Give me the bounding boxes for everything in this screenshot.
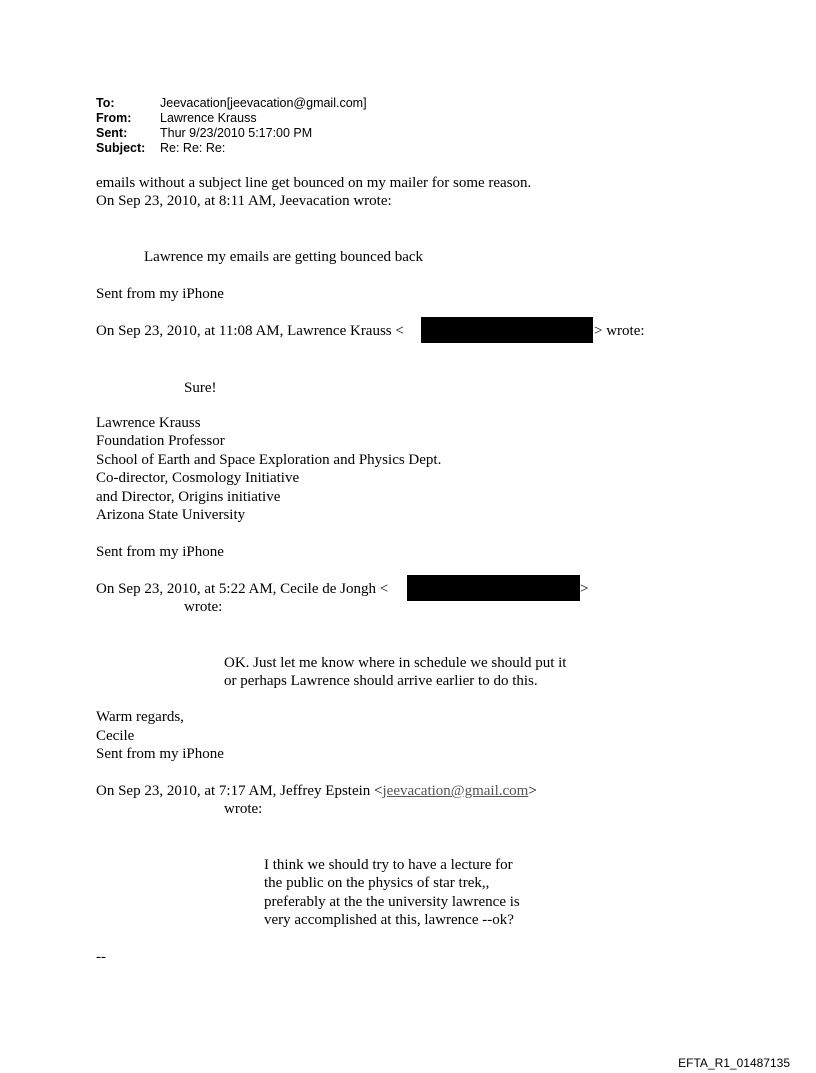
attribution-krauss-text: On Sep 23, 2010, at 11:08 AM, Lawrence Krauss < bbox=[96, 323, 404, 339]
from-label: From: bbox=[96, 111, 132, 125]
cecile-message-line: OK. Just let me know where in schedule we should put it bbox=[224, 655, 567, 671]
signature-line: Arizona State University bbox=[96, 507, 246, 523]
header-from-row bbox=[96, 111, 367, 126]
epstein-message-line: preferably at the the university lawrence is bbox=[264, 894, 520, 910]
header-sent-row bbox=[96, 126, 367, 141]
attribution-krauss-wrote: > wrote: bbox=[594, 323, 645, 339]
closing-line: Warm regards, bbox=[96, 709, 184, 725]
document-id: EFTA_R1_01487135 bbox=[678, 1056, 790, 1070]
attribution-epstein-text: On Sep 23, 2010, at 7:17 AM, Jeffrey Epstein < bbox=[96, 783, 383, 799]
closing-line: Sent from my iPhone bbox=[96, 746, 224, 762]
signature-line: Lawrence Krauss bbox=[96, 415, 201, 431]
epstein-message-line: the public on the physics of star trek,, bbox=[264, 875, 490, 891]
quote-bounced: Lawrence my emails are getting bounced back bbox=[144, 249, 424, 265]
sent-label: Sent: bbox=[96, 126, 128, 140]
attribution-krauss bbox=[96, 322, 404, 340]
to-label: To: bbox=[96, 96, 115, 110]
attribution-epstein bbox=[96, 782, 537, 800]
signature-line: School of Earth and Space Exploration and Physics Dept. bbox=[96, 452, 442, 468]
from-value: Lawrence Krauss bbox=[160, 111, 257, 125]
attribution-cecile-wrote: wrote: bbox=[184, 599, 223, 615]
closing-line: Cecile bbox=[96, 728, 135, 744]
cecile-message-line: or perhaps Lawrence should arrive earlier to do this. bbox=[224, 673, 538, 689]
attribution-epstein-bracket: > bbox=[528, 783, 537, 799]
header-to-row bbox=[96, 96, 367, 111]
epstein-message-line: very accomplished at this, lawrence --ok? bbox=[264, 912, 514, 928]
subject-label: Subject: bbox=[96, 141, 146, 155]
redaction-box-1 bbox=[421, 317, 593, 343]
to-value: Jeevacation[jeevacation@gmail.com] bbox=[160, 96, 367, 110]
redaction-box-2 bbox=[407, 575, 580, 601]
epstein-email-link[interactable]: jeevacation@gmail.com bbox=[382, 783, 529, 799]
sent-value: Thur 9/23/2010 5:17:00 PM bbox=[160, 126, 313, 140]
sure-text: Sure! bbox=[184, 380, 217, 396]
body-line-1: emails without a subject line get bounced on my mailer for some reason. bbox=[96, 175, 532, 191]
attribution-epstein-wrote: wrote: bbox=[224, 801, 263, 817]
header-subject-row bbox=[96, 141, 367, 156]
email-header bbox=[96, 96, 367, 156]
attribution-cecile: On Sep 23, 2010, at 5:22 AM, Cecile de Jongh < bbox=[96, 581, 389, 597]
signature-line: Foundation Professor bbox=[96, 433, 225, 449]
body-line-2: On Sep 23, 2010, at 8:11 AM, Jeevacation wrote: bbox=[96, 193, 392, 209]
signature-separator: -- bbox=[96, 949, 106, 965]
subject-value: Re: Re: Re: bbox=[160, 141, 226, 155]
signature-line: and Director, Origins initiative bbox=[96, 489, 281, 505]
signature-line: Co-director, Cosmology Initiative bbox=[96, 470, 300, 486]
sent-from-iphone-2: Sent from my iPhone bbox=[96, 544, 224, 560]
sent-from-iphone-1: Sent from my iPhone bbox=[96, 286, 224, 302]
epstein-message-line: I think we should try to have a lecture for bbox=[264, 857, 513, 873]
attribution-cecile-bracket: > bbox=[580, 581, 589, 597]
